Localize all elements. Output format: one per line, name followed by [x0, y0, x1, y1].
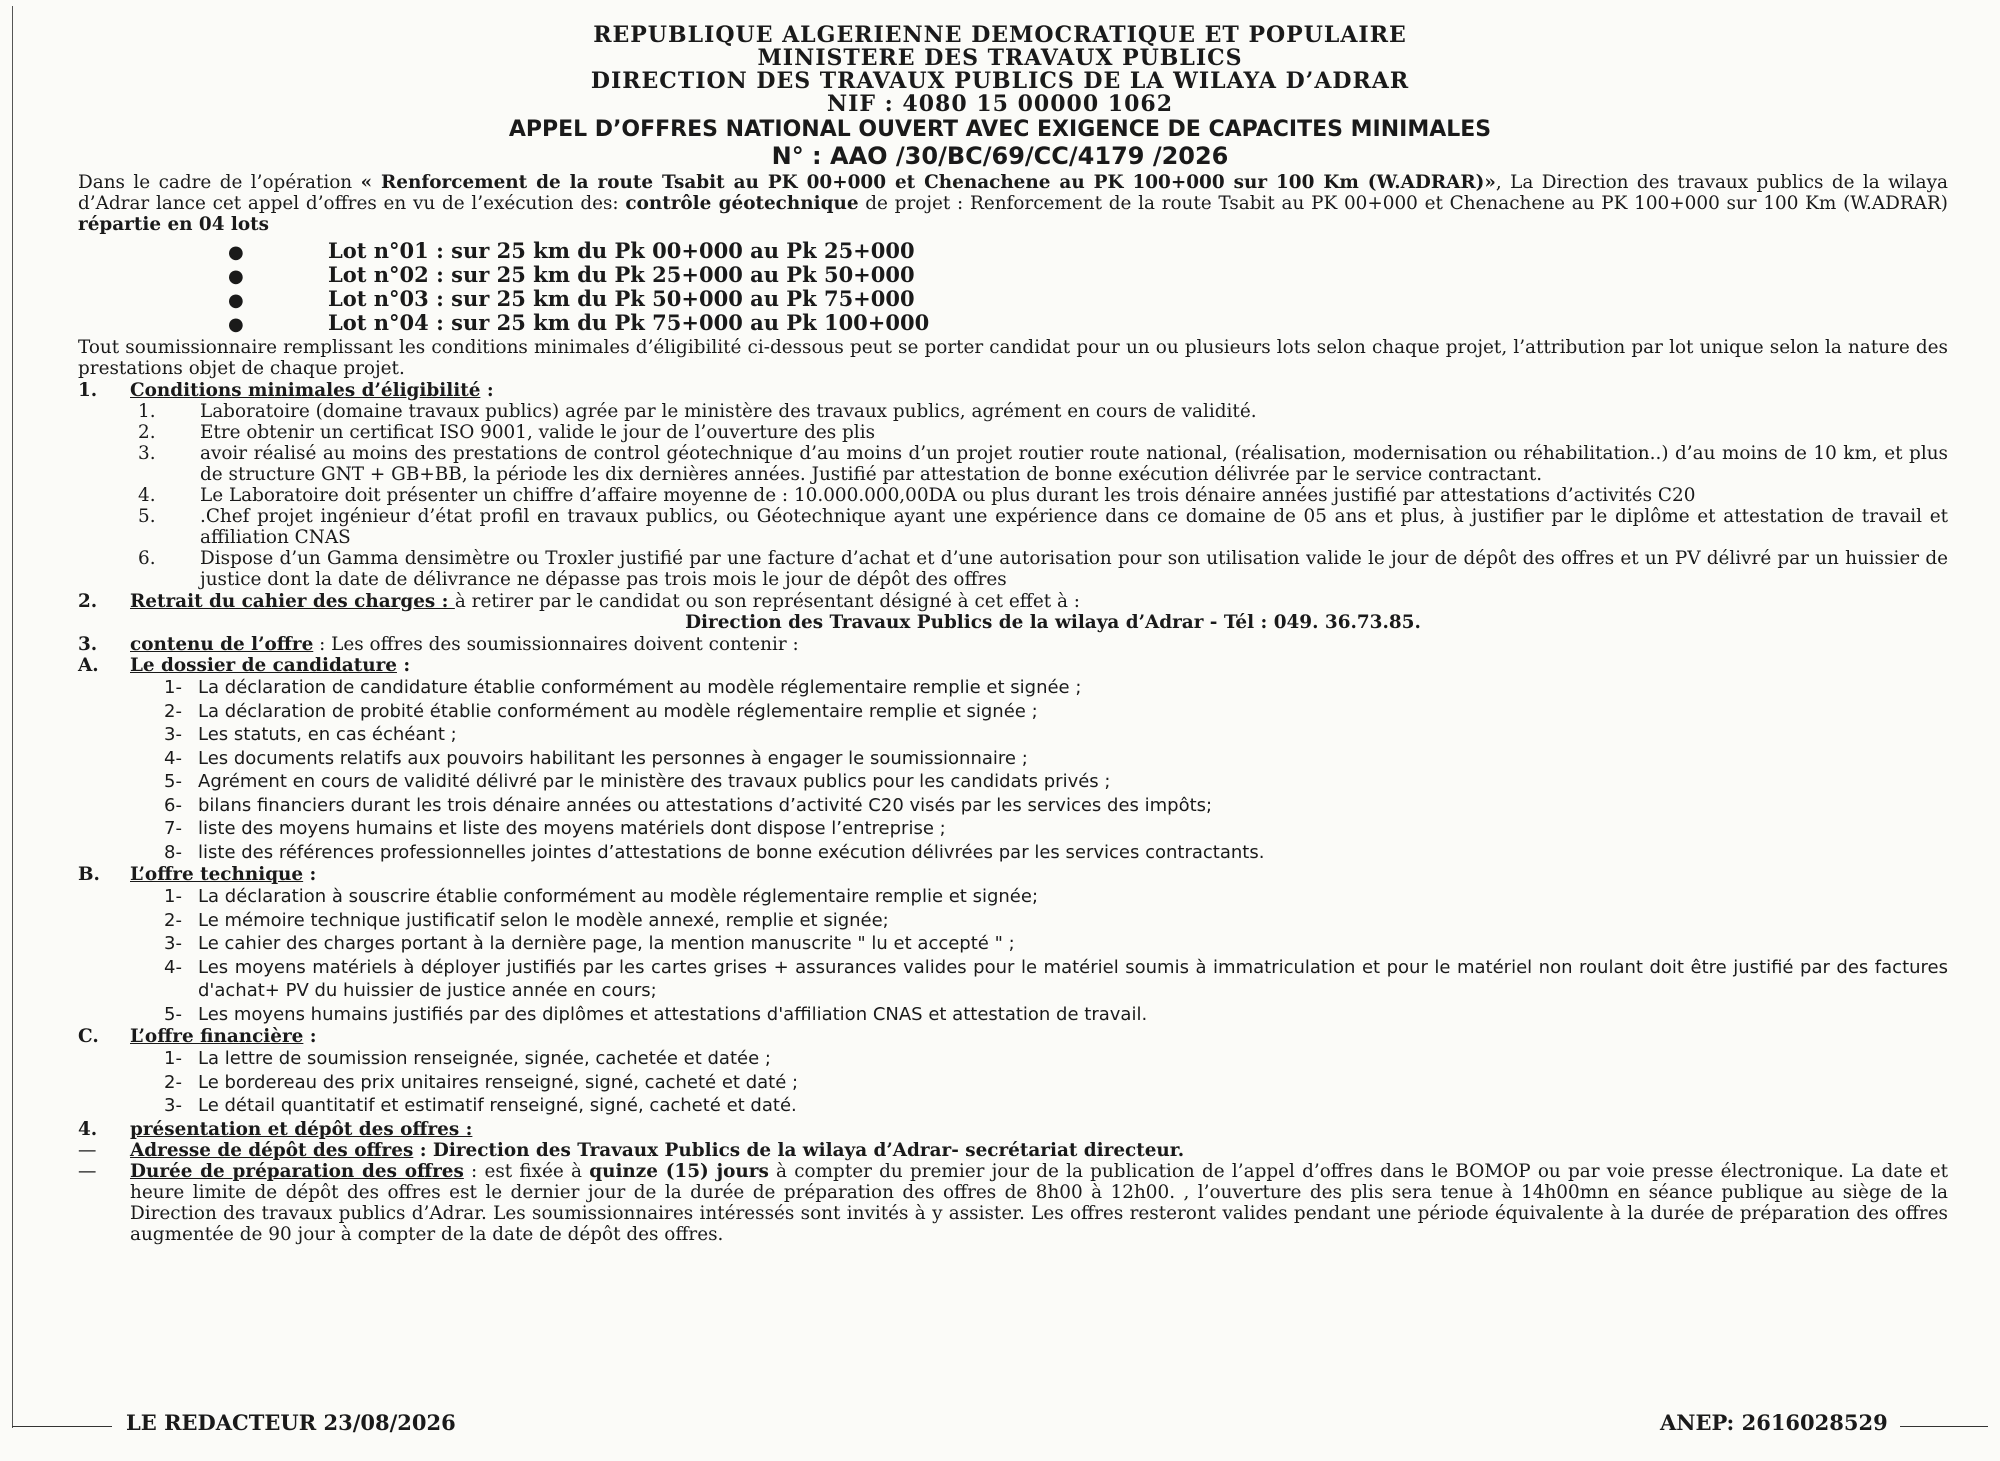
- bullet-icon: ●: [228, 314, 244, 335]
- list-item: [78, 794, 1948, 818]
- conditions-list: [78, 401, 1948, 590]
- document-header: [0, 24, 2000, 116]
- list-item: [78, 932, 1948, 956]
- depot-address: [78, 1140, 1948, 1161]
- item-number: 4-: [164, 747, 182, 769]
- lot-label: Lot n°02 : sur 25 km du Pk 25+000 au Pk 50+000: [328, 262, 915, 287]
- lots-list: [78, 239, 1948, 335]
- footer-rule: [1900, 1426, 1988, 1427]
- tender-banner: [0, 117, 2000, 169]
- list-item: [78, 1071, 1948, 1095]
- intro-paragraph: [78, 172, 1948, 235]
- item-text: La déclaration à souscrire établie conformément au modèle réglementaire remplie et signée;: [198, 886, 1039, 907]
- item-number: 4-: [164, 956, 182, 978]
- direction-line: DIRECTION DES TRAVAUX PUBLICS DE LA WILAYA D’ADRAR: [590, 68, 1410, 94]
- item-text: Le cahier des charges portant à la dernière page, la mention manuscrite " lu et accepté " ;: [198, 933, 1015, 954]
- item-number: 6-: [164, 794, 182, 816]
- item-text: .Chef projet ingénieur d’état profil en travaux publics, ou Géotechnique ayant une expérience dans ce domaine de 05 ans et plus, à justifier par le diplôme et attestation de travail et affiliation CNAS: [200, 506, 1948, 548]
- subsection-colon: :: [396, 655, 411, 676]
- intro-text: , La Direction des travaux publics de la wilaya d’Adrar lance cet appel d’offres en vu de l’exécution des:: [78, 172, 1948, 214]
- list-item: [78, 485, 1948, 506]
- nif-line: NIF : 4080 15 00000 1062: [826, 91, 1174, 117]
- item-number: 7-: [164, 818, 182, 839]
- service-type: contrôle géotechnique: [625, 193, 859, 214]
- item-text: Le détail quantitatif et estimatif renseigné, signé, cacheté et daté.: [198, 1095, 797, 1116]
- item-number: 5-: [164, 1003, 182, 1025]
- item-text: Le bordereau des prix unitaires renseigné, signé, cacheté et daté ;: [198, 1071, 799, 1093]
- section-contenu: [78, 634, 1948, 655]
- financiere-list: [78, 1047, 1948, 1118]
- item-text: Etre obtenir un certificat ISO 9001, valide le jour de l’ouverture des plis: [200, 422, 876, 443]
- republic-line: REPUBLIQUE ALGERIENNE DEMOCRATIQUE ET POPULAIRE: [593, 22, 1407, 48]
- list-item: [78, 548, 1948, 590]
- intro-text: de projet : Renforcement de la route Tsabit au PK 00+000 et Chenachene au PK 100+000 sur 100 Km (W.ADRAR): [858, 193, 1948, 214]
- item-number: 6.: [138, 548, 156, 569]
- section-number: 4.: [78, 1118, 98, 1140]
- item-number: 5.: [138, 506, 156, 527]
- list-item: [78, 506, 1948, 548]
- item-number: 5-: [164, 771, 182, 792]
- list-item: [78, 841, 1948, 865]
- duration-text: : est fixée à: [463, 1160, 590, 1182]
- list-item: [78, 263, 1948, 287]
- subsection-title: L’offre technique: [130, 864, 304, 885]
- lots-count: répartie en 04 lots: [78, 214, 270, 235]
- item-text: La déclaration de candidature établie conformément au modèle réglementaire remplie et signée ;: [198, 677, 1082, 698]
- item-text: Les moyens humains justifiés par des diplômes et attestations d'affiliation CNAS et attestation de travail.: [198, 1003, 1148, 1025]
- retrait-address: Direction des Travaux Publics de la wilaya d’Adrar - Tél : 049. 36.73.85.: [685, 612, 1421, 633]
- item-text: bilans financiers durant les trois dénaire années ou attestations d’activité C20 visés par les services des impôts;: [198, 794, 1213, 816]
- section-title: Conditions minimales d’éligibilité: [130, 380, 481, 401]
- subsection-colon: :: [303, 1026, 317, 1047]
- item-text: Agrément en cours de validité délivré par le ministère des travaux publics pour les candidats privés ;: [198, 771, 1111, 792]
- list-item: [78, 401, 1948, 422]
- subsection-candidature: [78, 655, 1948, 676]
- item-text: Le mémoire technique justificatif selon le modèle annexé, remplie et signée;: [198, 909, 889, 931]
- candidature-list: [78, 676, 1948, 864]
- subsection-technique: [78, 864, 1948, 885]
- bullet-icon: ●: [228, 266, 244, 287]
- item-number: 4.: [138, 485, 156, 506]
- item-number: 2-: [164, 1071, 182, 1093]
- list-item: [78, 1003, 1948, 1027]
- tender-number: N° : AAO /30/BC/69/CC/4179 /2026: [771, 142, 1229, 170]
- document-body: [78, 172, 1948, 1245]
- item-number: 1.: [138, 401, 156, 422]
- operation-name: « Renforcement de la route Tsabit au PK 00+000 et Chenachene au PK 100+000 sur 100 Km (W.ADRAR)»: [360, 172, 1496, 193]
- lot-label: Lot n°04 : sur 25 km du Pk 75+000 au Pk 100+000: [328, 310, 930, 335]
- section-number: 1.: [78, 380, 98, 401]
- ministry-line: MINISTERE DES TRAVAUX PUBLICS: [757, 45, 1243, 71]
- subsection-financiere: [78, 1026, 1948, 1047]
- section-colon: :: [480, 380, 494, 401]
- item-number: 1-: [164, 677, 182, 698]
- list-item: [78, 239, 1948, 263]
- list-item: [78, 817, 1948, 841]
- duration-text: à compter du premier jour de la publication de l’appel d’offres dans le BOMOP ou par voie presse électronique. La date et heure limite de dépôt des offres est le dernier jour de la durée de préparation des offres de 8h00 à 12h00. , l’ouverture des plis sera tenue à 14h00mn en séance publique au siège de la Direction des travaux publics d’Adrar. Les soumissionnaires intéressés sont invités à y assister. Les offres resteront valides pendant une période équivalente à la durée de préparation des offres augmentée de 90 jour à compter de la date de dépôt des offres.: [130, 1160, 1948, 1245]
- list-item: [78, 1094, 1948, 1118]
- subsection-title: Le dossier de candidature: [130, 655, 397, 676]
- section-retrait: [78, 591, 1948, 612]
- section-title: contenu de l’offre: [130, 634, 314, 655]
- item-text: Le Laboratoire doit présenter un chiffre d’affaire moyenne de : 10.000.000,00DA ou plus durant les trois dénaire années justifié par attestations d’activités C20: [200, 485, 1696, 506]
- list-item: [78, 885, 1948, 909]
- item-text: Les moyens matériels à déployer justifiés par les cartes grises + assurances valides pour le matériel soumis à immatriculation et pour le matériel non roulant doit être justifié par des factures d'achat+ PV du huissier de justice année en cours;: [198, 956, 1948, 1001]
- section-conditions: [78, 380, 1948, 401]
- bullet-icon: ●: [228, 242, 244, 263]
- item-text: liste des références professionnelles jointes d’attestations de bonne exécution délivrées par les services contractants.: [198, 841, 1265, 863]
- section-number: 2.: [78, 591, 98, 612]
- subsection-colon: :: [303, 864, 317, 885]
- list-item: [78, 443, 1948, 485]
- list-item: [78, 676, 1948, 700]
- duration-label: Durée de préparation des offres: [130, 1160, 464, 1182]
- item-number: 3-: [164, 724, 182, 745]
- item-number: 2-: [164, 909, 182, 931]
- section-title: présentation et dépôt des offres :: [130, 1118, 473, 1140]
- subsection-letter: B.: [78, 864, 100, 885]
- technique-list: [78, 885, 1948, 1026]
- lot-label: Lot n°01 : sur 25 km du Pk 00+000 au Pk 25+000: [328, 238, 915, 263]
- item-number: 2.: [138, 422, 156, 443]
- list-item: [78, 1047, 1948, 1071]
- section-text: : Les offres des soumissionnaires doivent contenir :: [313, 634, 799, 655]
- section-title: Retrait du cahier des charges :: [130, 591, 455, 612]
- document-footer: [0, 1410, 2000, 1442]
- section-depot: [78, 1119, 1948, 1140]
- list-item: [78, 956, 1948, 1003]
- item-text: La lettre de soumission renseignée, signée, cachetée et datée ;: [198, 1048, 771, 1069]
- subsection-letter: A.: [78, 655, 99, 676]
- list-item: [78, 422, 1948, 443]
- item-text: avoir réalisé au moins des prestations de control géotechnique d’au moins d’un projet routier route national, (réalisation, modernisation ou réhabilitation..) d’au moins de 10 km, et plus de structure GNT + GB+BB, la période les dix dernières années. Justifié par attestation de bonne exécution délivrée par le service contractant.: [200, 443, 1948, 485]
- list-item: [78, 723, 1948, 747]
- item-text: Les documents relatifs aux pouvoirs habilitant les personnes à engager le soumissionnaire ;: [198, 747, 1028, 769]
- section-number: 3.: [78, 634, 98, 655]
- anep-number: ANEP: 2616028529: [1660, 1410, 1888, 1435]
- list-item: [78, 747, 1948, 771]
- list-item: [78, 311, 1948, 335]
- item-text: liste des moyens humains et liste des moyens matériels dont dispose l’entreprise ;: [198, 818, 946, 839]
- redacteur-label: LE REDACTEUR 23/08/2026: [126, 1410, 456, 1435]
- footer-rule: [12, 1426, 112, 1427]
- item-number: 8-: [164, 841, 182, 863]
- item-number: 3-: [164, 1095, 182, 1116]
- bullet-icon: ●: [228, 290, 244, 311]
- dash-marker: —: [78, 1160, 97, 1182]
- subsection-title: L’offre financière: [130, 1026, 304, 1047]
- depot-address-text: : Direction des Travaux Publics de la wilaya d’Adrar- secrétariat directeur.: [413, 1139, 1185, 1161]
- depot-duration: [78, 1161, 1948, 1245]
- list-item: [78, 700, 1948, 724]
- section-text: à retirer par le candidat ou son représentant désigné à cet effet à :: [454, 591, 1080, 612]
- dash-marker: —: [78, 1139, 97, 1161]
- list-item: [78, 909, 1948, 933]
- list-item: [78, 287, 1948, 311]
- item-number: 1-: [164, 886, 182, 907]
- lot-label: Lot n°03 : sur 25 km du Pk 50+000 au Pk 75+000: [328, 286, 915, 311]
- item-text: Dispose d’un Gamma densimètre ou Troxler justifié par une facture d’achat et d’une autorisation pour son utilisation valide le jour de dépôt des offres et un PV délivré par un huissier de justice dont la date de délivrance ne dépasse pas trois mois le jour de dépôt des offres: [200, 548, 1948, 590]
- duration-value: quinze (15) jours: [589, 1160, 769, 1182]
- tender-title: APPEL D’OFFRES NATIONAL OUVERT AVEC EXIGENCE DE CAPACITES MINIMALES: [508, 117, 1492, 142]
- eligibility-intro: Tout soumissionnaire remplissant les conditions minimales d’éligibilité ci-dessous peut se porter candidat pour un ou plusieurs lots selon chaque projet, l’attribution par lot unique selon la nature des prestations objet de chaque projet.: [78, 337, 1948, 379]
- item-number: 1-: [164, 1048, 182, 1069]
- item-number: 3.: [138, 443, 156, 464]
- item-number: 2-: [164, 700, 182, 722]
- subsection-letter: C.: [78, 1026, 99, 1047]
- item-text: Laboratoire (domaine travaux publics) agrée par le ministère des travaux publics, agrément en cours de validité.: [200, 401, 1257, 422]
- item-text: Les statuts, en cas échéant ;: [198, 724, 457, 745]
- item-text: La déclaration de probité établie conformément au modèle réglementaire remplie et signée ;: [198, 700, 1038, 722]
- intro-text: Dans le cadre de l’opération: [78, 172, 361, 193]
- list-item: [78, 770, 1948, 794]
- depot-address-label: Adresse de dépôt des offres: [130, 1139, 414, 1161]
- item-number: 3-: [164, 933, 182, 954]
